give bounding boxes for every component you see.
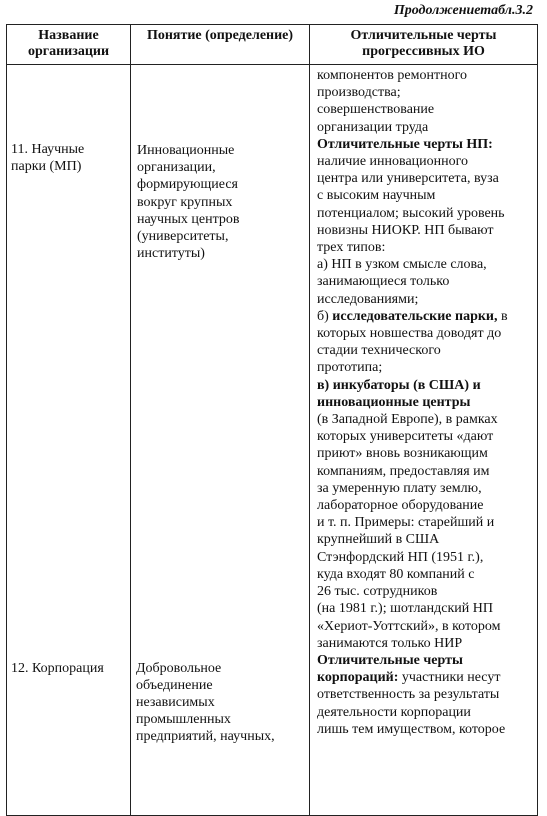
features-line: Стэнфордский НП (1951 г.), — [317, 549, 484, 565]
features-line: производства; — [317, 85, 401, 101]
features-line: которых университеты «дают — [317, 429, 494, 445]
table-caption: Продолжениетабл.3.2 — [393, 3, 533, 18]
features-line: деятельности корпорации — [317, 704, 471, 720]
features-line: совершенствование — [317, 102, 435, 118]
features-line: (на 1981 г.); шотландский НП — [317, 601, 493, 617]
header-organization-name: Название организации — [7, 25, 131, 65]
features-line: крупнейший в США — [317, 532, 440, 548]
definition-12-line: предприятий, научных, — [136, 729, 275, 744]
definition-11-line: (университеты, — [137, 229, 229, 245]
features-line: занимаются только НИР — [317, 635, 463, 651]
features-line: инновационные центры — [317, 394, 471, 410]
features-line: потенциалом; высокий уровень — [317, 205, 505, 221]
features-line: исследованиями; — [317, 291, 419, 307]
org-name-11-line: 11. Научные — [11, 142, 85, 157]
definition-11 — [135, 142, 306, 262]
definition-12 — [136, 660, 308, 745]
org-name-12 — [11, 660, 104, 677]
header-concept: Понятие (определение) — [131, 25, 310, 65]
definition-12-line: независимых — [136, 695, 215, 710]
features-line: стадии технического — [317, 343, 441, 359]
org-name-11-line: парки (МП) — [11, 159, 82, 175]
features-line: 26 тыс. сотрудников — [317, 584, 438, 600]
features-line: за умеренную плату землю, — [317, 480, 482, 496]
features-line: компаниям, предоставляя им — [317, 463, 490, 479]
features-line: лабораторное оборудование — [317, 498, 484, 514]
definition-11-line: научных центров — [137, 211, 240, 227]
features-line: прототипа; — [317, 360, 383, 376]
features-line: и т. п. Примеры: старейший и — [317, 515, 495, 531]
header-features: Отличительные черты прогрессивных ИО — [310, 25, 538, 65]
definition-12-line: объединение — [136, 678, 213, 693]
definition-11-line: Инновационные — [137, 143, 235, 158]
features-text — [317, 67, 532, 738]
features-line: с высоким научным — [317, 188, 436, 204]
features-line: новизны НИОКР. НП бывают — [317, 222, 494, 238]
features-cell — [310, 65, 538, 816]
features-line: лишь тем имуществом, которое — [317, 721, 506, 737]
features-line: в) инкубаторы (в США) и — [317, 377, 481, 393]
definition-11-line: институты) — [137, 246, 205, 262]
definition-11-line: формирующиеся — [137, 177, 238, 193]
features-line: компонентов ремонтного — [317, 68, 467, 83]
features-line: б) исследовательские парки, в — [317, 308, 508, 324]
org-name-11 — [11, 141, 127, 175]
definition-11-line: организации, — [137, 160, 216, 176]
features-line: организации труда — [317, 119, 429, 135]
features-line: «Хериот-Уоттский», в котором — [317, 618, 501, 634]
features-line: Отличительные черты — [317, 652, 463, 668]
features-line: Отличительные черты НП: — [317, 136, 493, 152]
features-line: корпораций: участники несут — [317, 670, 501, 686]
features-line: центра или университета, вуза — [317, 171, 499, 187]
features-line: приют» вновь возникающим — [317, 446, 488, 462]
definition-12-line: промышленных — [136, 712, 231, 727]
org-name-12-line: 12. Корпорация — [11, 661, 104, 676]
org-name-cell — [7, 65, 131, 816]
features-line: трех типов: — [317, 240, 386, 256]
features-line: куда входят 80 компаний с — [317, 566, 475, 582]
definition-12-line: Добровольное — [136, 661, 222, 676]
features-line: ответственность за результаты — [317, 687, 500, 703]
features-line: а) НП в узком смысле слова, — [317, 257, 487, 273]
features-line: (в Западной Европе), в рамках — [317, 412, 498, 428]
header-row — [7, 25, 538, 65]
features-line: наличие инновационного — [317, 154, 469, 170]
definition-11-line: вокруг крупных — [137, 194, 233, 210]
features-line: которых новшества доводят до — [317, 326, 502, 342]
features-line: занимающиеся только — [317, 274, 450, 290]
